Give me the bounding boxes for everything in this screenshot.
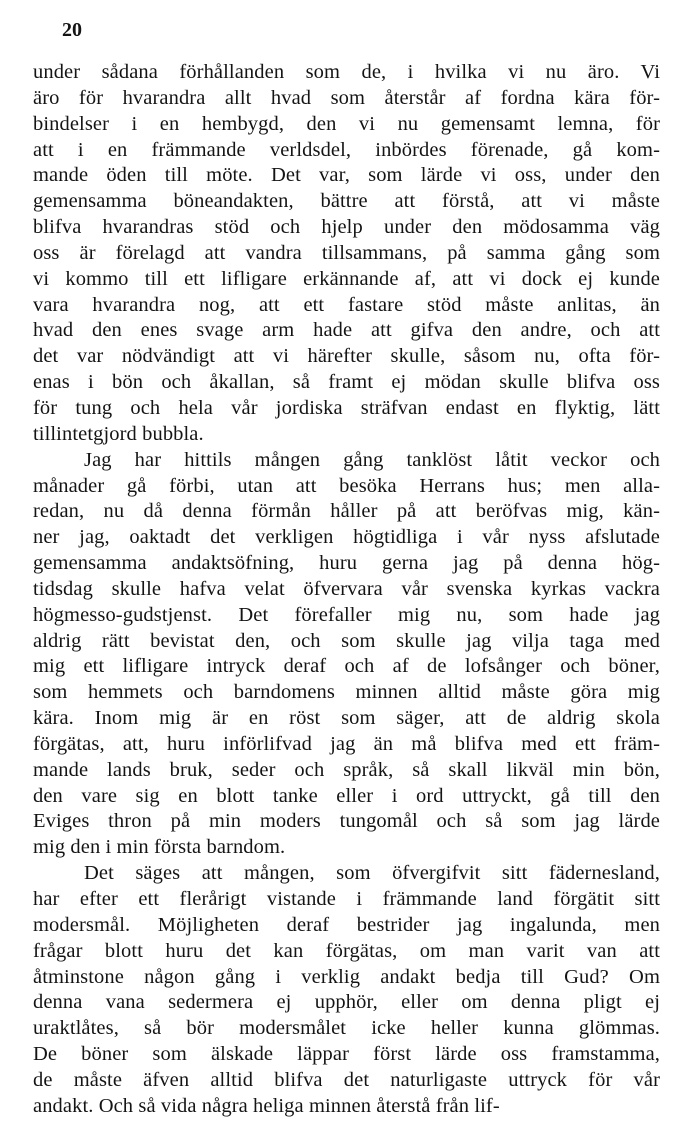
text-line: Eviges thron på min moders tungomål och så som jag lärde [33, 810, 660, 833]
text-line: kära. Inom mig är en röst som säger, att de aldrig skola [33, 707, 660, 730]
paragraph [33, 448, 660, 862]
text-line: gemensamma andaktsöfning, huru gerna jag på denna hög- [33, 552, 660, 575]
text-line: enas i bön och åkallan, så framt ej mödan skulle blifva oss [33, 371, 660, 394]
text-line: äro för hvarandra allt hvad som återstår af fordna kära för- [33, 86, 660, 109]
text-line: modersmål. Möjligheten deraf bestrider jag ingalunda, men [33, 913, 660, 936]
text-line: frågar blott huru det kan förgätas, om man varit van att [33, 939, 660, 962]
text-line: att i en främmande verldsdel, inbördes förenade, gå kom- [33, 138, 660, 161]
body-text [33, 60, 660, 1120]
text-line: redan, nu då denna förmån håller på att beröfvas mig, kän- [33, 500, 660, 523]
text-line: ner jag, oaktadt det verkligen högtidliga i vår nyss afslutade [33, 526, 660, 549]
text-line: Jag har hittils mången gång tanklöst låtit veckor och [84, 448, 660, 471]
text-line: har efter ett flerårigt vistande i främmande land förgätit sitt [33, 888, 660, 910]
text-line: vi kommo till ett lifligare erkännande af, att vi dock ej kunde [33, 267, 660, 290]
text-line: som hemmets och barndomens minnen alltid måste göra mig [33, 681, 660, 704]
text-line: högmesso-gudstjenst. Det förefaller mig nu, som hade jag [33, 603, 660, 626]
text-line: de måste äfven alltid blifva det naturligaste uttryck för vår [33, 1068, 660, 1091]
text-line: tidsdag skulle hafva velat öfvervara vår svenska kyrkas vackra [33, 577, 660, 600]
text-line: hvad den enes svage arm hade att gifva den andre, och att [33, 319, 660, 342]
text-line: denna vana sedermera ej upphör, eller om denna pligt ej [33, 991, 660, 1014]
paragraph [33, 60, 660, 448]
text-line: vara hvarandra nog, att ett fastare stöd måste anlitas, än [33, 293, 660, 316]
text-line: oss är förelagd att vandra tillsammans, på samma gång som [33, 241, 660, 264]
text-line: aldrig rätt bevistat den, och som skulle jag vilja taga med [33, 629, 660, 652]
text-line: mande lands bruk, seder och språk, så skall likväl min bön, [33, 758, 660, 781]
text-line: mig den i min första barndom. [33, 836, 286, 859]
text-line: under sådana förhållanden som de, i hvilka vi nu äro. Vi [33, 61, 660, 83]
text-line: Det säges att mången, som öfvergifvit sitt fädernesland, [84, 862, 660, 885]
text-line: gemensamma böneandakten, bättre att förstå, att vi måste [33, 190, 660, 213]
text-line: förgätas, att, huru införlifvad jag än må blifva med ett främ- [33, 732, 660, 755]
text-line: De böner som älskade läppar först lärde oss framstamma, [33, 1043, 660, 1066]
text-line: blifva hvarandras stöd och hjelp under den mödosamma väg [33, 216, 660, 239]
text-line: det var nödvändigt att vi härefter skulle, såsom nu, ofta för- [33, 345, 660, 368]
paragraph [33, 861, 660, 1119]
text-line: för tung och hela vår jordiska sträfvan endast en flyktig, lätt [33, 396, 660, 419]
text-line: bindelser i en hembygd, den vi nu gemensamt lemna, för [33, 112, 660, 135]
text-line: uraktlåtes, så bör modersmålet icke heller kunna glömmas. [33, 1017, 660, 1040]
text-line: den vare sig en blott tanke eller i ord uttryckt, gå till den [33, 784, 660, 807]
text-line: mig ett lifligare intryck deraf och af de lofsånger och böner, [33, 655, 660, 678]
text-line: mande öden till möte. Det var, som lärde vi oss, under den [33, 164, 660, 187]
page-number: 20 [62, 19, 82, 41]
text-line: tillintetgjord bubbla. [33, 422, 204, 445]
text-line: månader gå förbi, utan att besöka Herrans hus; men alla- [33, 474, 660, 497]
text-line: andakt. Och så vida några heliga minnen återstå från lif- [33, 1094, 500, 1117]
text-line: åtminstone någon gång i verklig andakt bedja till Gud? Om [33, 965, 660, 988]
